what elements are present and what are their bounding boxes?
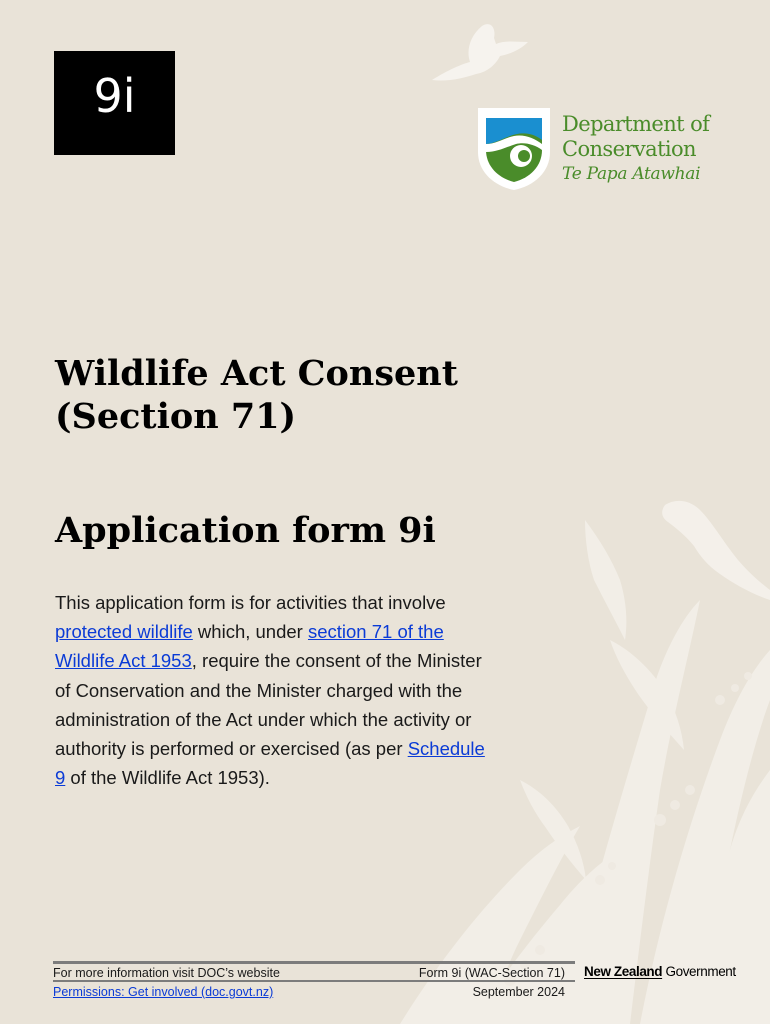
schedule-9-link[interactable]: Schedule 9 [55, 738, 485, 789]
footer-divider [53, 961, 575, 964]
form-number-badge: 9i [54, 51, 175, 155]
footer-divider [53, 980, 575, 982]
document-subtitle: Application form 9i [55, 510, 436, 551]
doc-logo [476, 106, 726, 192]
permissions-link[interactable]: Permissions: Get involved (doc.govt.nz) [53, 985, 274, 999]
document-title: Wildlife Act Consent (Section 71) [55, 353, 458, 437]
intro-text-3: , require the consent of the Minister of Conservation and the Minister charged with the administration of the Act under which the activity or authority is performed or exercised (as per [55, 650, 482, 760]
protected-wildlife-link[interactable]: protected wildlife [55, 621, 193, 643]
intro-paragraph [55, 588, 500, 792]
intro-text-1: This application form is for activities that involve [55, 592, 446, 613]
doc-wordmark [562, 112, 709, 186]
intro-text-4: of the Wildlife Act 1953). [65, 767, 270, 789]
intro-text-2: which, under [192, 621, 308, 643]
perched-bird-icon [662, 501, 770, 600]
flying-bird-icon [432, 24, 528, 80]
doc-shield-icon [476, 106, 552, 192]
govt-word-text: Government [665, 964, 736, 979]
logo-line-te-papa: Te Papa Atawhai [562, 164, 701, 184]
section-71-link[interactable]: section 71 of the Wildlife Act 1953 [55, 621, 444, 672]
form-reference: Form 9i (WAC-Section 71) [418, 966, 565, 980]
logo-line-conservation: Conservation [562, 137, 696, 161]
publication-date: September 2024 [472, 985, 565, 999]
footer-info-text: For more information visit DOC’s website [53, 966, 280, 980]
logo-line-department: Department of [562, 112, 710, 136]
govt-nz-text: New Zealand [584, 964, 663, 979]
nz-government-logo [584, 964, 736, 979]
